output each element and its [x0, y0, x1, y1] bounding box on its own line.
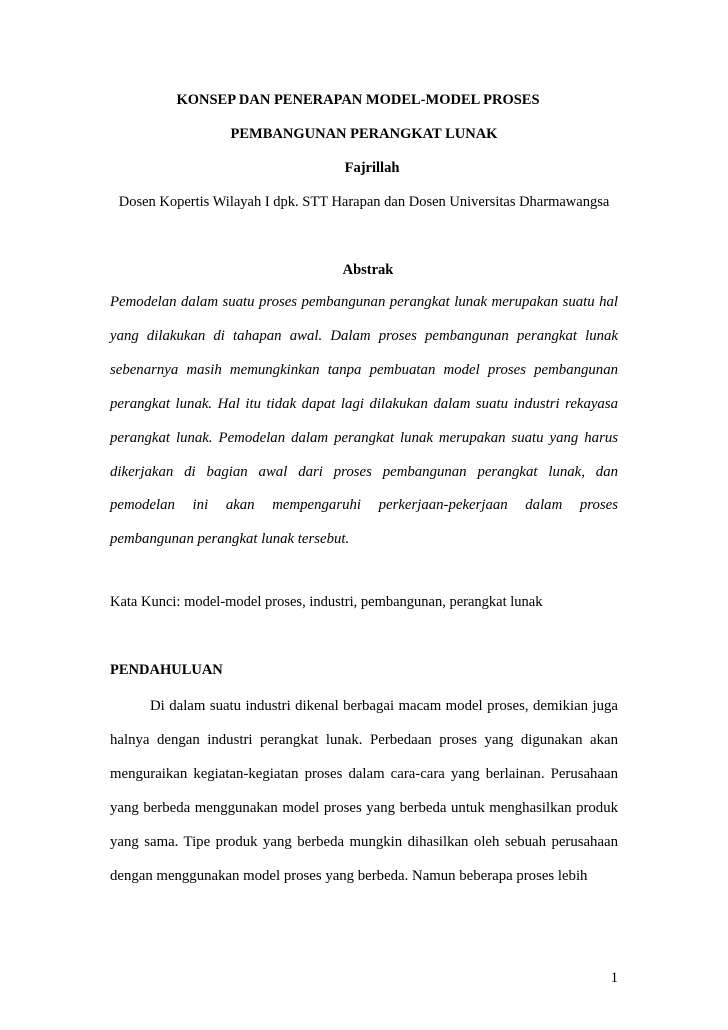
abstract-heading: Abstrak — [342, 262, 394, 278]
section-heading: PENDAHULUAN — [110, 662, 223, 678]
title-line-1: KONSEP DAN PENERAPAN MODEL-MODEL PROSES — [176, 92, 540, 108]
intro-paragraph: Di dalam suatu industri dikenal berbagai macam model proses, demikian juga halnya dengan industri perangkat lunak. Perbedaan proses yang digunakan akan menguraikan kegiatan-kegiatan proses dalam cara-cara yang berlainan. Perusahaan yang berbeda menggunakan model proses yang berbeda untuk menghasilkan produk yang sama. Tipe produk yang berbeda mungkin dihasilkan oleh sebuah perusahaan dengan menggunakan model proses yang berbeda. Namun beberapa proses lebih — [110, 698, 618, 884]
title-line-2: PEMBANGUNAN PERANGKAT LUNAK — [230, 126, 498, 142]
author-affiliation: Dosen Kopertis Wilayah I dpk. STT Harapan dan Dosen Universitas Dharmawangsa — [118, 194, 610, 210]
page-number: 1 — [610, 970, 618, 986]
keywords: Kata Kunci: model-model proses, industri, pembangunan, perangkat lunak — [110, 594, 543, 610]
abstract-text: Pemodelan dalam suatu proses pembangunan perangkat lunak merupakan suatu hal yang dilakukan di tahapan awal. Dalam proses pembangunan perangkat lunak sebenarnya masih memungkinkan tanpa pembuatan model proses pembangunan perangkat lunak. Hal itu tidak dapat lagi dilakukan dalam suatu industri rekayasa perangkat lunak. Pemodelan dalam perangkat lunak merupakan suatu yang harus dikerjakan di bagian awal dari proses pembangunan perangkat lunak, dan pemodelan ini akan mempengaruhi perkerjaan-pekerjaan dalam proses pembangunan perangkat lunak tersebut. — [110, 294, 618, 548]
author-name: Fajrillah — [344, 160, 400, 176]
